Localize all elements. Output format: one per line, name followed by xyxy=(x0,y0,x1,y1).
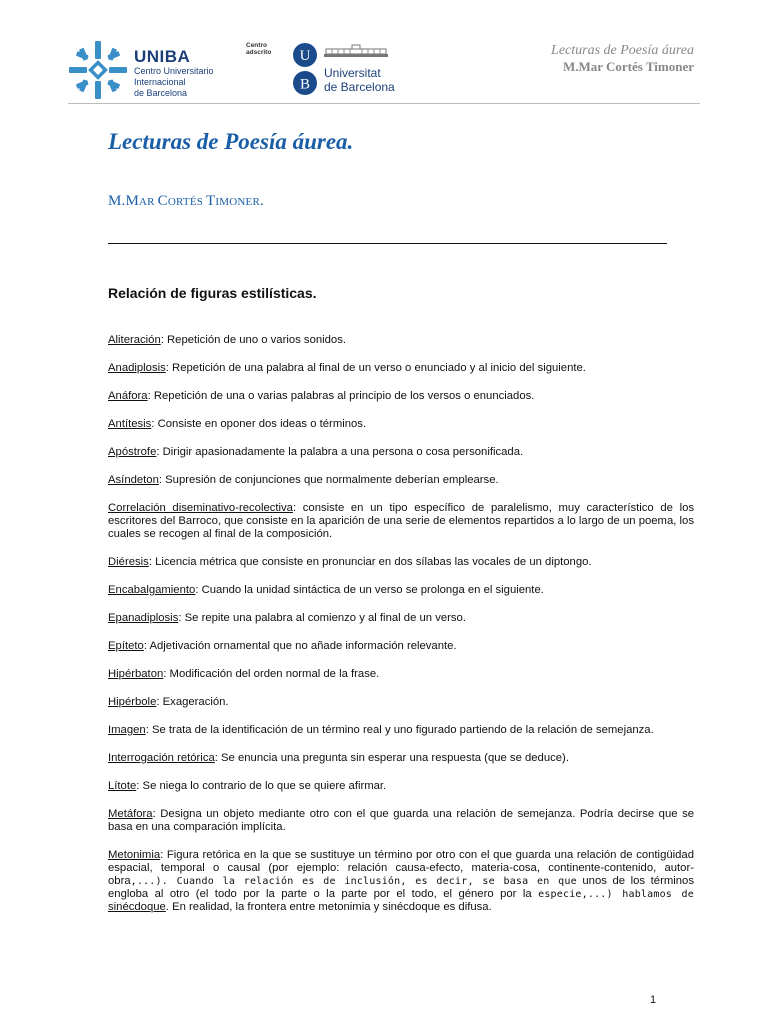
centro-adscrito-line-2: adscrito xyxy=(246,49,272,56)
definition-term: Encabalgamiento xyxy=(108,584,196,596)
definitions-list xyxy=(108,334,694,914)
author-part-smallcaps: ORTÉS xyxy=(167,196,207,208)
definition-text: : Se enuncia una pregunta sin esperar una respuesta (que se deduce). xyxy=(214,752,569,764)
author-part: . xyxy=(260,193,264,209)
uniba-line-2: Internacional xyxy=(134,77,186,87)
definition-text: : Repetición de uno o varios sonidos. xyxy=(160,334,347,346)
definition-text: : Supresión de conjunciones que normalmente deberían emplearse. xyxy=(158,474,499,486)
definition-term: Metonimia xyxy=(108,849,161,861)
definition-text: : Licencia métrica que consiste en pronunciar en dos sílabas las vocales de un diptongo. xyxy=(148,556,592,568)
definition-term: Hipérbole xyxy=(108,696,157,708)
definition-item xyxy=(108,752,694,765)
running-author: M.Mar Cortés Timoner xyxy=(562,59,694,74)
definition-item xyxy=(108,390,694,403)
definition-item xyxy=(108,584,694,597)
definition-text: : Modificación del orden normal de la frase. xyxy=(163,668,380,680)
author-part: C xyxy=(157,193,168,209)
section-heading: Relación de figuras estilísticas. xyxy=(108,285,317,301)
definition-text: : Figura retórica en la que se sustituye un término por otro con el que guarda una relación de contigüidad espacial, temporal o causal (por ejemplo: relación causa-efecto, materia-cosa, continente-contenido, autor-obra xyxy=(108,849,694,887)
definition-term: Lítote xyxy=(108,780,137,792)
definition-text: : Se niega lo contrario de lo que se quiere afirmar. xyxy=(136,780,387,792)
definition-item xyxy=(108,556,694,569)
uniba-star-logo-icon xyxy=(68,40,128,100)
definition-term: Correlación diseminativo-recolectiva xyxy=(108,502,293,514)
definition-term: Anáfora xyxy=(108,390,148,402)
definition-term: Apóstrofe xyxy=(108,446,157,458)
ub-letter-b: B xyxy=(299,76,311,93)
definition-term: Imagen xyxy=(108,724,146,736)
definition-term: Metáfora xyxy=(108,808,153,820)
definition-item xyxy=(108,334,694,347)
definition-term: Diéresis xyxy=(108,556,149,568)
author-part: T xyxy=(206,193,216,209)
uniba-name: UNIBA xyxy=(134,47,191,66)
definition-text: : Cuando la unidad sintáctica de un verso se prolonga en el siguiente. xyxy=(195,584,544,596)
definition-item xyxy=(108,502,694,541)
definition-item xyxy=(108,780,694,793)
running-title: Lecturas de Poesía áurea xyxy=(551,43,694,58)
definition-item xyxy=(108,474,694,487)
definition-text: : Repetición de una palabra al final de un verso o enunciado y al inicio del siguiente. xyxy=(165,362,586,374)
author-part-smallcaps: IMONER xyxy=(215,196,260,208)
definition-text: : Repetición de una o varias palabras al principio de los versos o enunciados. xyxy=(147,390,535,402)
definition-text: : Consiste en oponer dos ideas o términos. xyxy=(151,418,367,430)
title-divider xyxy=(108,243,667,244)
page-number: 1 xyxy=(650,994,657,1006)
definition-text-mono: especie,...) hablamos de xyxy=(538,889,695,900)
definition-term: Asíndeton xyxy=(108,474,159,486)
definition-text: unos de los términos engloba al otro (el todo por la parte o la parte por el todo, el género por la xyxy=(108,875,694,900)
definition-text: : Se trata de la identificación de un término real y uno figurado partiendo de la relación de semejanza. xyxy=(145,724,654,736)
definition-item xyxy=(108,446,694,459)
definition-metonimia xyxy=(108,849,694,914)
definition-term: Hipérbaton xyxy=(108,668,164,680)
definition-item xyxy=(108,724,694,737)
ub-circles-logo-icon xyxy=(290,42,320,98)
header-divider xyxy=(68,103,700,104)
ub-line-1: Universitat xyxy=(324,66,381,80)
definition-text-mono: ,...). Cuando la relación es de inclusión, es decir, se basa en que xyxy=(130,876,577,887)
uniba-line-1: Centro Universitario xyxy=(134,66,214,76)
centro-adscrito-line-1: Centro xyxy=(246,42,267,49)
definition-term: Anadiplosis xyxy=(108,362,166,374)
running-header xyxy=(551,43,694,75)
definition-term: Epíteto xyxy=(108,640,144,652)
definition-term: Antítesis xyxy=(108,418,152,430)
page-header xyxy=(0,0,768,104)
definition-item xyxy=(108,696,694,709)
definition-term-inline: sinécdoque xyxy=(108,901,166,913)
definition-term: Interrogación retórica xyxy=(108,752,215,764)
ub-wordmark xyxy=(324,66,395,94)
uniba-wordmark xyxy=(134,48,214,99)
definition-term: Aliteración xyxy=(108,334,161,346)
definition-item xyxy=(108,668,694,681)
definition-text: : Exageración. xyxy=(156,696,229,708)
ub-building-icon xyxy=(324,44,388,60)
definition-text: : Se repite una palabra al comienzo y al final de un verso. xyxy=(178,612,466,624)
ub-line-2: de Barcelona xyxy=(324,80,395,94)
author-part-smallcaps: AR xyxy=(139,196,158,208)
definition-item xyxy=(108,362,694,375)
definition-text: . En realidad, la frontera entre metonimia y sinécdoque es difusa. xyxy=(165,901,492,913)
document-title: Lecturas de Poesía áurea. xyxy=(108,129,354,154)
document-author xyxy=(108,193,264,210)
definition-item xyxy=(108,612,694,625)
ub-letter-u: U xyxy=(299,48,311,64)
author-part: M.M xyxy=(108,193,140,209)
centro-adscrito-label xyxy=(246,42,271,56)
definition-item xyxy=(108,808,694,834)
definition-item xyxy=(108,418,694,431)
uniba-line-3: de Barcelona xyxy=(134,88,188,98)
definition-item xyxy=(108,640,694,653)
definition-term: Epanadiplosis xyxy=(108,612,179,624)
definition-text: : Adjetivación ornamental que no añade información relevante. xyxy=(143,640,457,652)
definition-text: : Designa un objeto mediante otro con el que guarda una relación de semejanza. Podría decirse que se basa en una comparación implícita. xyxy=(108,808,694,833)
definition-text: : Dirigir apasionadamente la palabra a una persona o cosa personificada. xyxy=(156,446,524,458)
definition-text: : consiste en un tipo específico de paralelismo, muy característico de los escritores del Barroco, que consiste en la aparición de una serie de elementos repartidos a lo largo de un poema, los cuales se recogen al final de la composición. xyxy=(108,502,695,540)
